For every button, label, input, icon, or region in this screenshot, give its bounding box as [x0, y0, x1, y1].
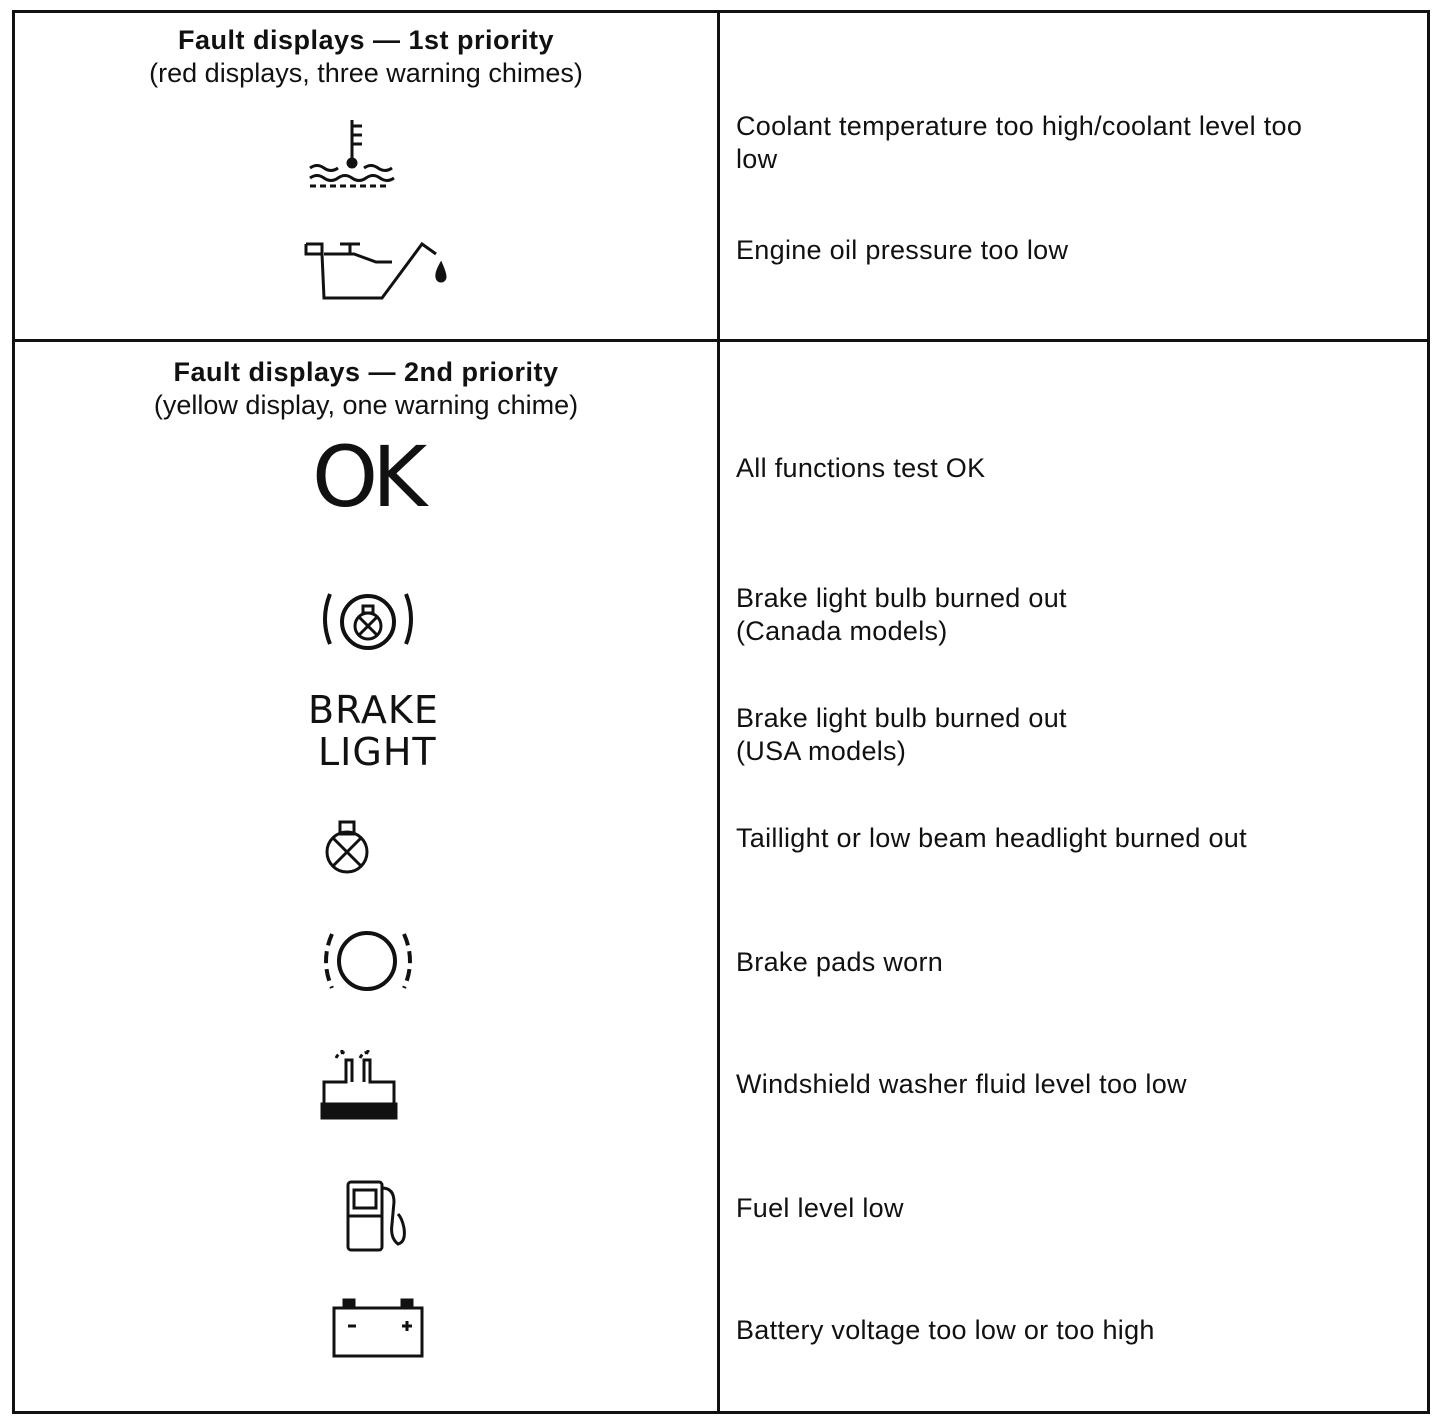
desc-line: Fuel level low [736, 1193, 904, 1223]
desc-all-functions [736, 452, 1406, 485]
desc-line: Taillight or low beam headlight burned out [736, 823, 1247, 853]
brake-light-symbol-line-1: BRAKE [308, 688, 439, 732]
washer-fluid-icon [320, 1046, 400, 1124]
desc-washer-fluid [736, 1068, 1406, 1101]
desc-line: Battery voltage too low or too high [736, 1315, 1155, 1345]
brake-light-bulb-icon [318, 584, 418, 654]
desc-fuel-level [736, 1192, 1406, 1225]
desc-brake-light-usa [736, 702, 1406, 768]
desc-line: Engine oil pressure too low [736, 235, 1069, 265]
section-divider [12, 339, 1430, 342]
section-1-heading: Fault displays — 1st priority [177, 25, 555, 55]
desc-battery [736, 1314, 1406, 1347]
section-1-header [16, 24, 716, 90]
battery-icon [330, 1296, 426, 1360]
desc-line: Brake pads worn [736, 947, 944, 977]
fuel-pump-icon [344, 1178, 414, 1256]
section-2-header [16, 356, 716, 422]
desc-line: low [736, 144, 778, 174]
desc-line: Brake light bulb burned out [736, 583, 1067, 613]
section-2-subheading: (yellow display, one warning chime) [153, 390, 579, 420]
desc-line: (USA models) [736, 736, 907, 766]
ok-symbol: OK [312, 428, 422, 526]
desc-brake-pads [736, 946, 1406, 979]
coolant-temperature-icon [300, 114, 400, 194]
oil-can-icon [300, 232, 460, 302]
bulb-icon [320, 818, 380, 878]
desc-oil-pressure [736, 234, 1406, 267]
section-1-subheading: (red displays, three warning chimes) [149, 58, 583, 88]
desc-line: Coolant temperature too high/coolant level too [736, 111, 1303, 141]
section-2-heading: Fault displays — 2nd priority [173, 357, 559, 387]
desc-taillight [736, 822, 1406, 855]
desc-brake-light-canada [736, 582, 1406, 648]
brake-pads-icon [320, 926, 420, 996]
column-divider [717, 10, 720, 1414]
desc-line: All functions test OK [736, 453, 986, 483]
desc-line: Windshield washer fluid level too low [736, 1069, 1187, 1099]
desc-line: (Canada models) [736, 616, 948, 646]
desc-coolant [736, 110, 1406, 176]
brake-light-symbol-line-2: LIGHT [318, 730, 437, 774]
desc-line: Brake light bulb burned out [736, 703, 1067, 733]
